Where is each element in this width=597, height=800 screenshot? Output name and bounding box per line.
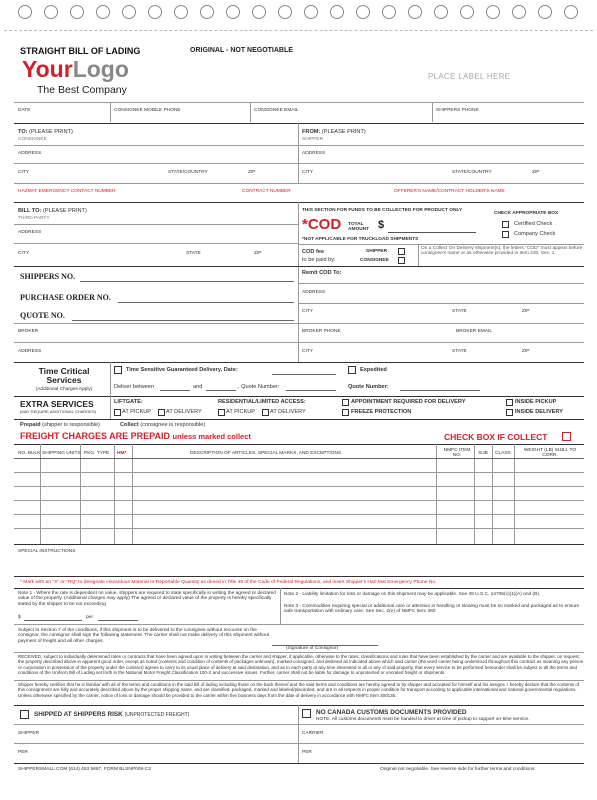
- table-row[interactable]: [14, 528, 584, 529]
- cod-dollar-sign: $: [378, 219, 385, 231]
- note-3: Note 3 - Commodities requiring special or additional care or attention in handling or stowing must be so marked and packaged as to ensure safe transportation with ordinary care. See Sec. 2(e) of NMFC Item 360: [284, 604, 580, 615]
- footer-form-id: SHIPPERSMALL.COM (614) 453 5867, FORM BLSNP009-C3: [18, 767, 151, 772]
- consignee-email-field[interactable]: CONSIGNEE EMAIL: [254, 108, 299, 113]
- cod-shipper-label: SHIPPER: [366, 249, 388, 254]
- broker-zip-field[interactable]: ZIP: [522, 349, 530, 354]
- not-applicable-note: *NOT APPLICABLE FOR TRUCKLOAD SHIPMENTS: [302, 237, 419, 242]
- cod-fee-consignee-checkbox[interactable]: [398, 257, 405, 264]
- cod-fee-label: COD fee: [302, 249, 325, 255]
- binding-hole: [174, 5, 188, 19]
- broker-state-field[interactable]: STATE: [452, 349, 467, 354]
- table-row[interactable]: [14, 472, 584, 473]
- note-1: Note 1 - Where the rate is dependent on value, shippers are required to state specifically in writing the agreed or declared value of the property. (Additional charges may apply) The agreed or declared value of the property is hereby specifically stated by the shipper to be not exceeding: [18, 591, 276, 607]
- no-canada-customs-label: NO CANADA CUSTOMS DOCUMENTS PROVIDED: [316, 709, 467, 716]
- deliver-between-start-input[interactable]: [160, 390, 190, 391]
- declared-value-input[interactable]: [24, 620, 82, 621]
- to-zip-field[interactable]: ZIP: [248, 170, 256, 175]
- guaranteed-date-input[interactable]: [272, 374, 336, 375]
- binding-hole: [512, 5, 526, 19]
- deliver-between-label: Deliver between: [114, 384, 155, 390]
- binding-hole: [304, 5, 318, 19]
- col-no-bulk: NO. BULK: [18, 451, 41, 456]
- offerer-name-field[interactable]: OFFERER'S NAME/CONTRACT HOLDER'S NAME: [394, 189, 505, 194]
- binding-hole: [122, 5, 136, 19]
- residential-pickup-label: AT PICKUP: [226, 409, 256, 415]
- form-title: STRAIGHT BILL OF LADING: [20, 46, 141, 56]
- binding-hole: [18, 5, 32, 19]
- freeze-protection-checkbox[interactable]: [342, 409, 349, 416]
- liftgate-delivery-checkbox[interactable]: [158, 409, 165, 416]
- binding-hole: [226, 5, 240, 19]
- cod-section-note: THIS SECTION FOR FUNDS TO BE COLLECTED FOR PRODUCT ONLY: [302, 208, 463, 213]
- from-field[interactable]: FROM: (PLEASE PRINT): [302, 129, 366, 135]
- binding-hole: [460, 5, 474, 19]
- cod-amount-input[interactable]: [388, 232, 476, 233]
- check-box-if-collect-label: CHECK BOX IF COLLECT: [444, 432, 548, 442]
- inside-pickup-label: INSIDE PICKUP: [515, 399, 557, 405]
- cod-label: *COD: [302, 216, 342, 233]
- residential-delivery-label: AT DELIVERY: [270, 409, 306, 415]
- binding-hole: [70, 5, 84, 19]
- binding-hole: [148, 5, 162, 19]
- to-state-field[interactable]: STATE/COUNTRY: [168, 170, 208, 175]
- shippers-risk-checkbox[interactable]: [20, 710, 29, 719]
- liftgate-label: LIFTGATE:: [114, 399, 143, 405]
- declared-value-per-input[interactable]: [98, 620, 138, 621]
- from-address-field[interactable]: ADDRESS: [302, 151, 326, 156]
- binding-hole: [408, 5, 422, 19]
- logo-logo: Logo: [72, 56, 129, 82]
- from-city-field[interactable]: CITY: [302, 170, 313, 175]
- liftgate-pickup-checkbox[interactable]: [114, 409, 121, 416]
- binding-hole: [382, 5, 396, 19]
- bill-to-address-field[interactable]: ADDRESS: [18, 230, 42, 235]
- company-check-label: Company Check: [514, 231, 556, 237]
- from-zip-field[interactable]: ZIP: [532, 170, 540, 175]
- liftgate-delivery-label: AT DELIVERY: [166, 409, 202, 415]
- certified-check-label: Certified Check: [514, 221, 553, 227]
- third-party-label: THIRD PARTY: [18, 216, 50, 221]
- broker-city-field[interactable]: CITY: [302, 349, 313, 354]
- carrier-per-field[interactable]: PER: [302, 750, 312, 755]
- col-nmfc: NMFC ITEM NO.: [443, 448, 471, 459]
- binding-hole: [200, 5, 214, 19]
- inside-delivery-label: INSIDE DELIVERY: [515, 409, 563, 415]
- declared-value-per-label: per: [86, 615, 93, 620]
- residential-access-label: RESIDENTIAL/LIMITED ACCESS:: [218, 399, 306, 405]
- binding-hole: [564, 5, 578, 19]
- expedited-label: Expedited: [360, 367, 387, 373]
- freeze-protection-label: FREEZE PROTECTION: [351, 409, 412, 415]
- total-amount-label: TOTAL AMOUNT: [348, 222, 370, 233]
- remit-address-field[interactable]: ADDRESS: [302, 290, 326, 295]
- table-row[interactable]: [14, 500, 584, 501]
- residential-delivery-checkbox[interactable]: [262, 409, 269, 416]
- to-address-field[interactable]: ADDRESS: [18, 151, 42, 156]
- prepaid-note: Prepaid (shipper is responsible): [20, 422, 100, 428]
- col-shipping-units: SHIPPING UNITS: [42, 451, 81, 456]
- binding-hole: [96, 5, 110, 19]
- company-logo: [22, 58, 129, 81]
- collect-checkbox[interactable]: [562, 432, 571, 441]
- shippers-number-label: SHIPPERS NO.: [20, 272, 76, 281]
- form-subtitle: ORIGINAL - NOT NEGOTIABLE: [190, 47, 293, 54]
- appointment-label: APPOINTMENT REQUIRED FOR DELIVERY: [351, 399, 466, 405]
- expedited-checkbox[interactable]: [348, 366, 356, 374]
- to-field[interactable]: TO: (PLEASE PRINT): [18, 129, 73, 135]
- col-weight: WEIGHT (LB) SUBJ. TO CORR.: [523, 448, 577, 459]
- freight-prepaid-banner: FREIGHT CHARGES ARE PREPAID unless marked collect: [20, 431, 251, 441]
- cod-fee-shipper-checkbox[interactable]: [398, 248, 405, 255]
- binding-hole: [356, 5, 370, 19]
- cod-consignee-label: CONSIGNEE: [360, 258, 389, 263]
- shipper-signature-field[interactable]: SHIPPER: [18, 731, 40, 736]
- extra-services-title: EXTRA SERVICES: [20, 399, 94, 409]
- shipper-label: SHIPPER: [302, 137, 324, 142]
- consignee-label: CONSIGNEE: [18, 137, 47, 142]
- hazmat-contact-field[interactable]: HAZMAT EMERGENCY CONTACT NUMBER: [18, 189, 116, 194]
- customs-note: NOTE: All customs documents must be handed to driver at time of pickup to support on-time service.: [316, 717, 530, 722]
- binding-hole: [252, 5, 266, 19]
- carrier-signature-field[interactable]: CARRIER: [302, 731, 324, 736]
- consignor-signature-label: (Signature of Consignor): [286, 646, 339, 651]
- shipper-per-field[interactable]: PER: [18, 750, 28, 755]
- binding-hole: [44, 5, 58, 19]
- remit-zip-field[interactable]: ZIP: [522, 309, 530, 314]
- bill-to-city-field[interactable]: CITY: [18, 251, 29, 256]
- table-row[interactable]: [14, 514, 584, 515]
- col-description: DESCRIPTION OF ARTICLES, SPECIAL MARKS, AND EXCEPTIONS: [190, 451, 342, 456]
- bill-to-zip-field[interactable]: ZIP: [254, 251, 262, 256]
- received-terms: RECEIVED, subject to individually determined rates or contracts that have been agreed upon in writing between the carrier and shipper, if applicable, otherwise to the rates, classifications and rules that have been established by the carrier and are available to the shipper, on request; the property described above in apparent good order, except as noted (contents and condition of contents of packages unknown), marked consigned, and destined as indicated above which said carrier (the word carrier being understood throughout this contract as meaning any person or corporation in possession of the property under the contract) agrees to carry to its usual place of delivery at said destination, and as to each party at any time interested in all or any of said property, that every service to be performed hereunder shall be subject to all the terms and conditions of the Uniform Bill of Lading set forth in the National Motor Freight Classification 100-X and successive issues. Further, carrier shall not be liable for damage to unprotected or uncrated freight or shipments.: [18, 654, 584, 676]
- cod-paid-by-label: to be paid by:: [302, 257, 336, 263]
- remit-city-field[interactable]: CITY: [302, 309, 313, 314]
- special-instructions-field[interactable]: SPECIAL INSTRUCTIONS: [18, 549, 76, 554]
- binding-hole: [434, 5, 448, 19]
- cod-fine-print: On a Collect On Delivery shipment(s), the letters "COD" must appear before consignee's name or as otherwise provided in Item 430, Sec. 1: [421, 246, 583, 257]
- quote-number-label: QUOTE NO.: [20, 311, 65, 320]
- remit-cod-to-label: Remit COD To:: [302, 270, 342, 276]
- time-critical-title: Time Critical Services: [38, 366, 90, 386]
- shippers-number-input[interactable]: [80, 281, 294, 282]
- residential-pickup-checkbox[interactable]: [218, 409, 225, 416]
- consignee-mobile-phone-field[interactable]: CONSIGNEE MOBILE PHONE: [114, 108, 181, 113]
- place-label-area: PLACE LABEL HERE: [428, 72, 511, 81]
- col-class: CLASS: [495, 451, 511, 456]
- col-sub: SUB: [478, 451, 488, 456]
- shippers-phone-field[interactable]: SHIPPERS PHONE: [436, 108, 479, 113]
- certified-check-checkbox[interactable]: [502, 221, 509, 228]
- to-city-field[interactable]: CITY: [18, 170, 29, 175]
- company-check-checkbox[interactable]: [502, 231, 509, 238]
- inside-pickup-checkbox[interactable]: [506, 399, 513, 406]
- purchase-order-input[interactable]: [118, 302, 294, 303]
- collect-note: Collect (consignee is responsible): [120, 422, 206, 428]
- footer-terms-note: Original not negotiable. See reverse side for further terms and conditions.: [380, 767, 536, 772]
- perforation-line: [4, 30, 593, 31]
- bill-to-state-field[interactable]: STATE: [186, 251, 201, 256]
- bill-to-field[interactable]: BILL TO: (PLEASE PRINT): [18, 208, 87, 214]
- expedited-quote-label: Quote Number:: [348, 384, 389, 390]
- from-state-field[interactable]: STATE/COUNTRY: [452, 170, 492, 175]
- declared-value-dollar: $: [18, 615, 21, 620]
- time-sensitive-checkbox[interactable]: [114, 366, 122, 374]
- binding-hole: [278, 5, 292, 19]
- extra-services-note: (MAY REQUIRE ADDITIONAL CHARGES): [20, 409, 96, 414]
- note-2: Note 2 - Liability limitation for loss or damage on this shipment may be applicable. See 49 U.S.C. 14706(c)(1)(A) and (B).: [284, 592, 541, 597]
- contract-number-field[interactable]: CONTRACT NUMBER: [242, 189, 291, 194]
- logo-your: Your: [22, 56, 73, 82]
- quote-number-input[interactable]: [72, 320, 294, 321]
- broker-field[interactable]: BROKER: [18, 329, 39, 334]
- hazmat-footnote: * Mark with an "X" or "RQ" to designate Hazardous Material or Reportable Quantity as dened in Title 49 of the Code of Federal Regulations, and insert Shipper's Haz-Mat Emergency Phone No.: [20, 580, 437, 585]
- time-critical-quote-input[interactable]: [286, 390, 336, 391]
- shippers-risk-label: SHIPPED AT SHIPPERS RISK (UNPROTECTED FREIGHT): [34, 711, 190, 718]
- section-7-statement: Subject to Section 7 of the conditions, if this shipment is to be delivered to the consignee without recourse on the consignor, the consignor shall sign the following statement. The carrier shall not make delivery of this shipment without payment of freight and all other charges.: [18, 628, 270, 644]
- purchase-order-label: PURCHASE ORDER NO.: [20, 293, 111, 302]
- broker-phone-field[interactable]: BROKER PHONE: [302, 329, 341, 334]
- broker-email-field[interactable]: BROKER EMAIL: [456, 329, 492, 334]
- company-name: The Best Company: [37, 84, 127, 96]
- expedited-quote-input[interactable]: [400, 390, 480, 391]
- shipper-certification: Shipper hereby certifies that he is familiar with all of the terms and conditions in the said bill of lading including those on the back thereof and the said terms and conditions are hereby agreed to by shipper and accepted for himself and his assigns. I hereby declare that the contents of this consignment are fully and accurately described above by the proper shipping name, and are classified, packaged, marked and labeled/placarded, and are in all respects in proper condition for transport according to applicable international and national governmental regulations. Unless otherwise specified by the carrier, notice of loss or damage should be provided to the carrier within five business days from the date of delivery in accordance with NMFC Item 300135.: [18, 682, 580, 698]
- liftgate-pickup-label: AT PICKUP: [122, 409, 152, 415]
- inside-delivery-checkbox[interactable]: [506, 409, 513, 416]
- appointment-checkbox[interactable]: [342, 399, 349, 406]
- binding-hole: [486, 5, 500, 19]
- check-appropriate-box-label: CHECK APPROPRIATE BOX: [494, 211, 559, 216]
- binding-hole: [538, 5, 552, 19]
- no-canada-customs-checkbox[interactable]: [302, 709, 311, 718]
- deliver-quote-label: , Quote Number:: [238, 384, 280, 390]
- remit-state-field[interactable]: STATE: [452, 309, 467, 314]
- broker-address-field[interactable]: ADDRESS: [18, 349, 42, 354]
- col-hm: HM*: [117, 451, 127, 456]
- binding-hole: [330, 5, 344, 19]
- table-row[interactable]: [14, 486, 584, 487]
- col-pkg-type: PKG. TYPE: [84, 451, 110, 456]
- guaranteed-delivery-label: Time Sensitive Guaranteed Delivery, Date:: [126, 367, 238, 373]
- date-field[interactable]: DATE: [18, 108, 31, 113]
- deliver-and-label: and: [193, 384, 203, 390]
- time-critical-note: (Additional Charges Apply): [35, 387, 93, 392]
- deliver-between-end-input[interactable]: [206, 390, 236, 391]
